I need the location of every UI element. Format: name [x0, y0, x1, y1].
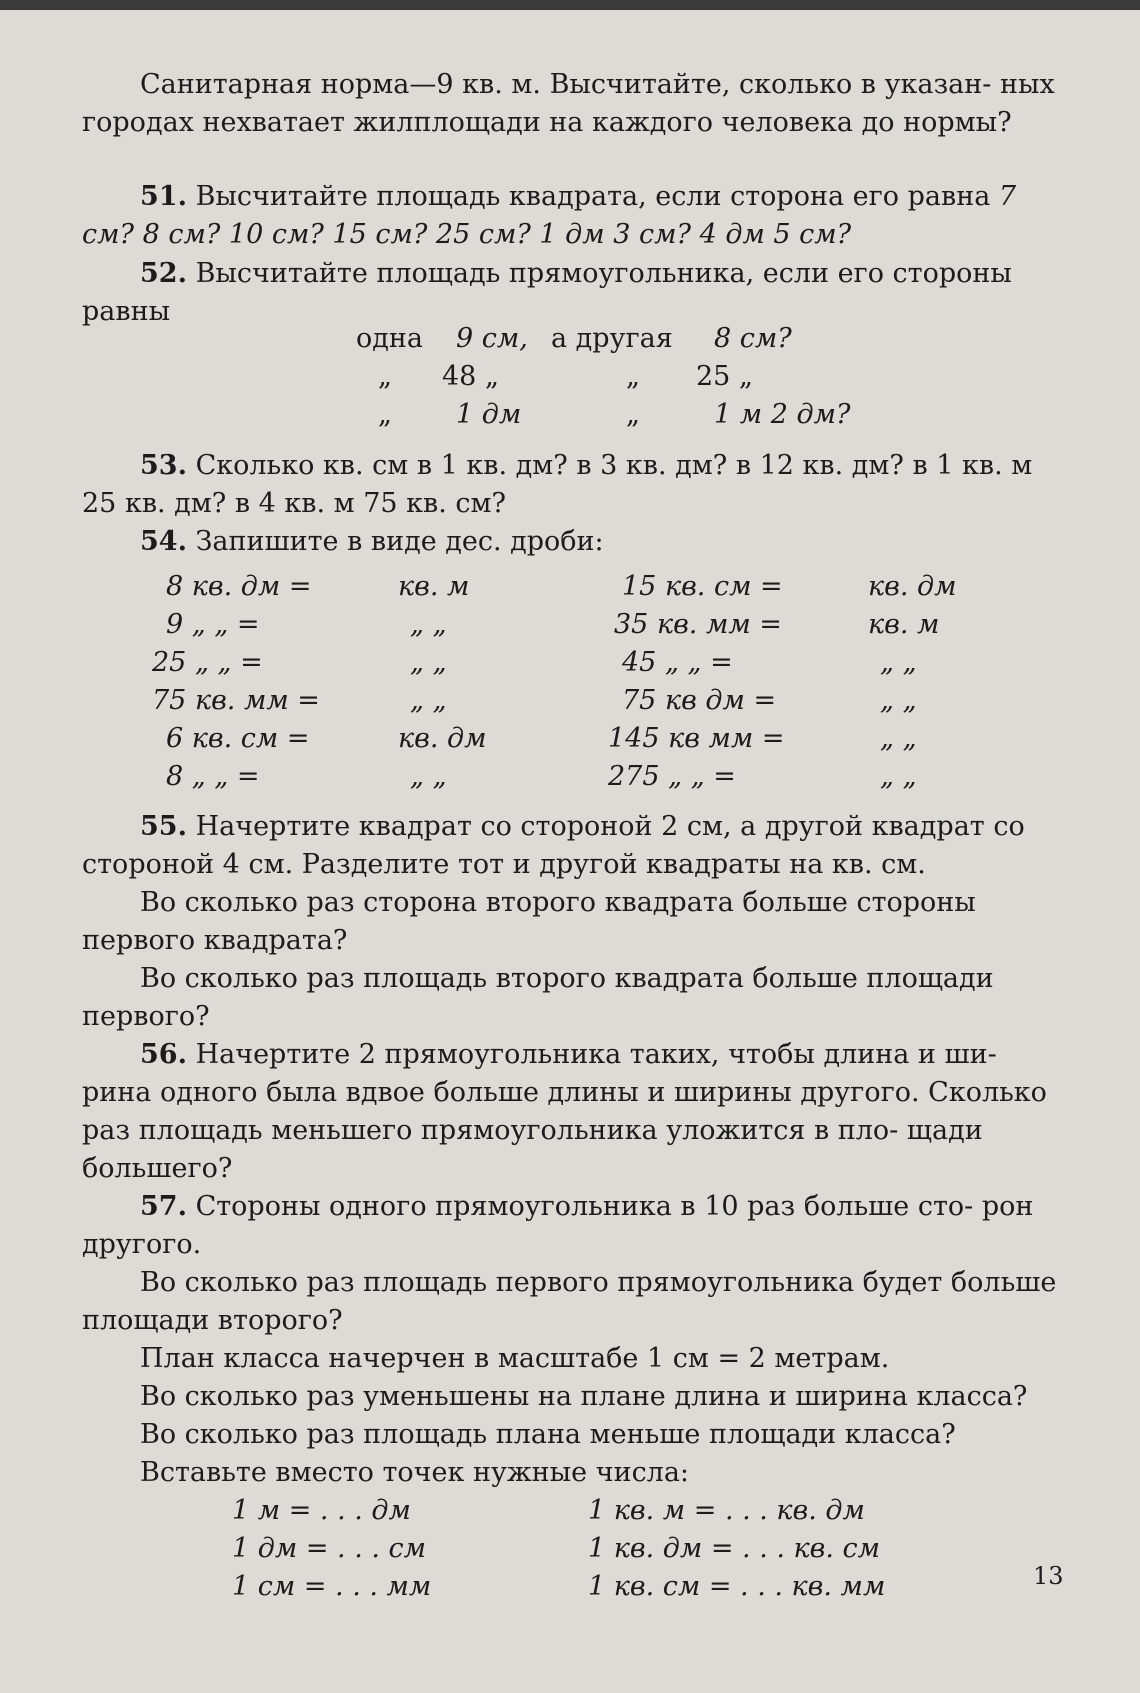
exercise-56-line-2: рина одного была вдвое больше длины и ширины другого.: [82, 1077, 920, 1108]
cell: 1 м = . . . дм: [232, 1495, 411, 1526]
exercise-57-line-7: Во сколько раз площадь плана меньше площади класса?: [140, 1419, 956, 1450]
exercise-51: [82, 178, 1057, 254]
cell: 25 „: [696, 361, 753, 392]
cell: „ „: [410, 647, 447, 678]
exercise-55-line-5: Во сколько раз площадь второго квадрата больше площади: [140, 963, 994, 994]
cell: кв. дм: [398, 723, 487, 754]
cell: 1 дм: [456, 399, 522, 430]
exercise-57-line-1: Стороны одного прямоугольника в 10 раз больше сто-: [195, 1191, 974, 1222]
cell: „ „: [880, 685, 917, 716]
exercise-53: [82, 447, 1057, 523]
exercise-55: [82, 808, 1057, 884]
exercise-57-line-6: Во сколько раз уменьшены на плане длина и ширина класса?: [140, 1381, 1028, 1412]
cell: 8 кв. дм =: [166, 571, 312, 602]
cell: 1 кв. дм = . . . кв. см: [588, 1533, 881, 1564]
cell: „: [626, 399, 640, 430]
exercise-57-line-2: рон другого.: [82, 1191, 1034, 1260]
cell: 8 см?: [714, 323, 792, 354]
cell: кв. м: [868, 609, 940, 640]
exercise-55-line-4: первого квадрата?: [82, 925, 348, 956]
cell: 8 „ „ =: [166, 761, 260, 792]
exercise-55-line-3: Во сколько раз сторона второго квадрата больше стороны: [140, 887, 976, 918]
exercise-56-line-1: Начертите 2 прямоугольника таких, чтобы длина и ши-: [195, 1039, 997, 1070]
exercise-55-line-1: Начертите квадрат со стороной 2 см, а другой квадрат: [195, 811, 985, 842]
exercise-54-title: Запишите в виде дес. дроби:: [195, 526, 604, 557]
exercise-57-line-5: План класса начерчен в масштабе 1 см = 2 метрам.: [140, 1343, 890, 1374]
exercise-56-line-4: щади большего?: [82, 1115, 983, 1184]
intro-line-3: нормы?: [903, 107, 1012, 138]
cell: 9 см,: [456, 323, 528, 354]
exercise-55-line-6: первого?: [82, 1001, 210, 1032]
cell: 48 „: [442, 361, 499, 392]
exercise-57-line-4: больше площади второго?: [82, 1267, 1057, 1336]
cell: „: [378, 399, 392, 430]
exercise-57: [82, 1188, 1057, 1264]
exercise-55-line-2: со стороной 4 см. Разделите тот и другой квадраты на кв. см.: [82, 811, 1025, 880]
cell: „ „: [410, 685, 447, 716]
exercise-57-line-3: Во сколько раз площадь первого прямоугольника будет: [140, 1267, 943, 1298]
exercise-54: [140, 523, 604, 561]
cell: „: [378, 361, 392, 392]
exercise-number: 52.: [140, 258, 187, 289]
cell: 75 кв. мм =: [152, 685, 320, 716]
exercise-number: 54.: [140, 526, 187, 557]
cell: одна: [356, 323, 423, 354]
cell: 15 кв. см =: [622, 571, 783, 602]
cell: 35 кв. мм =: [614, 609, 782, 640]
page-number: 13: [1033, 1562, 1064, 1590]
cell: „ „: [880, 723, 917, 754]
cell: 1 м 2 дм?: [714, 399, 851, 430]
intro-line-1: Санитарная норма—9 кв. м. Высчитайте, сколько в указан-: [140, 69, 992, 100]
cell: „ „: [880, 761, 917, 792]
exercise-51-line-2: 7 см? 8 см? 10 см? 15 см? 25 см? 1 дм 3 см? 4 дм 5 см?: [82, 181, 1017, 250]
cell: 1 см = . . . мм: [232, 1571, 432, 1602]
exercise-52-line-1: Высчитайте площадь прямоугольника, если его стороны: [195, 258, 1012, 289]
exercise-number: 51.: [140, 181, 187, 212]
exercise-55-question-1: [82, 884, 1057, 960]
cell: „ „: [410, 761, 447, 792]
exercise-56-line-3: Сколько раз площадь меньшего прямоугольника уложится в пло-: [82, 1077, 1047, 1146]
cell: „ „: [410, 609, 447, 640]
exercise-number: 53.: [140, 450, 187, 481]
intro-paragraph: [82, 66, 1057, 142]
exercise-number: 56.: [140, 1039, 187, 1070]
exercise-51-line-1: Высчитайте площадь квадрата, если сторона его равна: [195, 181, 991, 212]
cell: 6 кв. см =: [166, 723, 310, 754]
cell: кв. м: [398, 571, 470, 602]
cell: 75 кв дм =: [622, 685, 777, 716]
cell: 9 „ „ =: [166, 609, 260, 640]
cell: 25 „ „ =: [152, 647, 263, 678]
cell: а другая: [551, 323, 673, 354]
exercise-57-line-8: Вставьте вместо точек нужные числа:: [140, 1457, 690, 1488]
cell: „ „: [880, 647, 917, 678]
exercise-number: 55.: [140, 811, 187, 842]
cell: 275 „ „ =: [608, 761, 736, 792]
cell: 1 кв. см = . . . кв. мм: [588, 1571, 886, 1602]
exercise-53-line-2: в 1 кв. м 25 кв. дм? в 4 кв. м 75 кв. см?: [82, 450, 1033, 519]
cell: кв. дм: [868, 571, 957, 602]
cell: 45 „ „ =: [622, 647, 733, 678]
exercise-number: 57.: [140, 1191, 187, 1222]
cell: 145 кв мм =: [608, 723, 785, 754]
exercise-52-line-2: равны: [82, 296, 171, 327]
exercise-57-question: [82, 1264, 1057, 1340]
exercise-56: [82, 1036, 1057, 1188]
cell: 1 кв. м = . . . кв. дм: [588, 1495, 865, 1526]
cell: „: [626, 361, 640, 392]
exercise-55-question-2: [82, 960, 1057, 1036]
cell: 1 дм = . . . см: [232, 1533, 427, 1564]
intro-line-2: ных городах нехватает жилплощади на каждого человека до: [82, 69, 1055, 138]
exercise-53-line-1: Сколько кв. см в 1 кв. дм? в 3 кв. дм? в 12 кв. дм?: [195, 450, 904, 481]
